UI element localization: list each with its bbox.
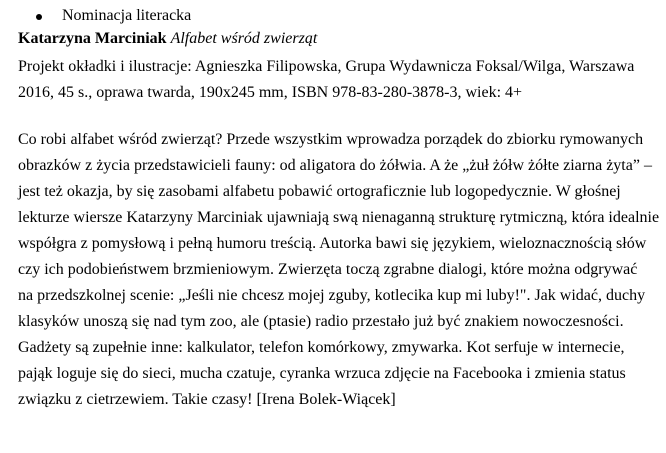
metadata-line-2: 2016, 45 s., oprawa twarda, 190x245 mm, ISBN 978-83-280-3878-3, wiek: 4+ [18,84,523,101]
review-line: związku z cietrzewiem. Takie czasy! [Irena Bolek-Wiącek] [18,391,396,408]
book-metadata [18,54,658,106]
review-line: klasyków unoszą się nad tym zoo, ale (ptasie) radio przestało już być znakiem nowoczesności. [18,313,624,330]
book-title: Alfabet wśród zwierząt [170,30,318,47]
nomination-label: Nominacja literacka [62,7,192,24]
book-author: Katarzyna Marciniak [18,30,167,47]
review-paragraph [18,127,666,413]
review-line: Gadżety są zupełnie inne: kalkulator, telefon komórkowy, zmywarka. Kot serfuje w internecie, [18,339,625,356]
review-line: czy ich podobieństwem brzmieniowym. Zwierzęta toczą zgrabne dialogi, które można odgrywać [18,261,638,278]
review-line: Co robi alfabet wśród zwierząt? Przede wszystkim wprowadza porządek do zbiorku rymowanych [18,131,644,148]
review-line: jest też okazja, by się zasobami alfabetu pobawić ortograficznie lub logopedycznie. W głośnej [18,183,621,200]
review-line: pająk loguje się do sieci, mucha czatuje, cyranka wrzuca zdjęcie na Facebooka i zmienia status [18,365,626,382]
review-line: na przedszkolnej scenie: „Jeśli nie chcesz mojej zguby, kotlecika kup mi luby!". Jak widać, duchy [18,287,646,304]
book-heading [18,28,666,50]
review-line: obrazków z życia przedstawicieli fauny: od aligatora do żółwia. A że „żuł żółw żółte ziarna żyta” – [18,157,652,174]
metadata-line-1: Projekt okładki i ilustracje: Agnieszka Filipowska, Grupa Wydawnicza Foksal/Wilga, Warszawa [18,58,635,75]
bullet-icon [36,14,42,20]
review-line: lekturze wiersze Katarzyny Marciniak ujawniają swą nienaganną strukturę rytmiczną, która idealnie [18,209,660,226]
review-line: współgra z pomysłową i pełną humoru treścią. Autorka bawi się językiem, wieloznacznością słów [18,235,647,252]
nomination-bullet-item [18,6,666,26]
